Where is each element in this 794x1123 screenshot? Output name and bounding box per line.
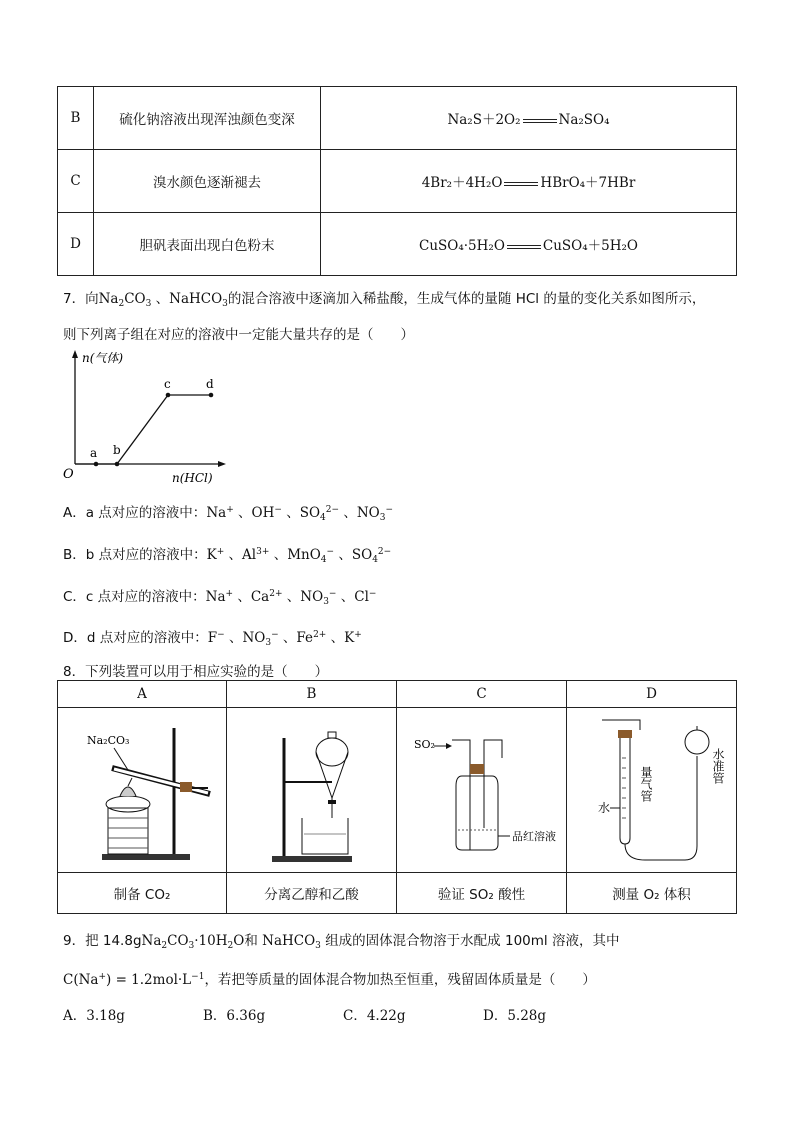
col-header: A	[58, 681, 227, 708]
eq-right: CuSO₄＋5H₂O	[542, 238, 638, 254]
eq-right: HBrO₄＋7HBr	[540, 175, 636, 191]
heating-apparatus-image	[62, 708, 222, 868]
water-label: 水	[597, 801, 610, 815]
q7-stem-line1: 7．向$Na_2CO_3$ 、NaHCO$_3$的混合溶液中逐滴加入稀盐酸，生成气体的量随 HCl 的量的变化关系如图所示，	[63, 291, 706, 309]
table-row	[58, 213, 737, 276]
table-row	[58, 87, 737, 150]
q9-option-d[interactable]: D．5.28g	[483, 1008, 547, 1024]
row-label: C	[58, 150, 94, 213]
point-label: d	[206, 377, 214, 391]
separatory-funnel-image	[232, 708, 392, 868]
col-header: D	[567, 681, 737, 708]
origin-label: O	[63, 467, 74, 482]
q7-option-c[interactable]: C．c 点对应的溶液中：Na+ 、$Ca^{2+}$ 、$NO_3^-$ 、Cl−	[63, 589, 377, 607]
point-label: b	[113, 443, 121, 457]
gas-measuring-image	[572, 708, 732, 868]
liquid-label: 品红溶液	[511, 830, 556, 843]
row-phenomenon: 溴水颜色逐渐褪去	[94, 150, 321, 213]
eq-right: Na₂SO₄	[558, 112, 610, 128]
apparatus-c	[397, 708, 567, 873]
gas-washing-bottle-image	[402, 708, 562, 868]
apparatus-b	[227, 708, 397, 873]
q7-option-d[interactable]: D．d 点对应的溶液中：F− 、$NO_3^-$ 、$Fe^{2+}$ 、K+	[63, 630, 362, 648]
caption-c: 验证 SO₂ 酸性	[397, 873, 567, 914]
apparatus-a	[58, 708, 227, 873]
col-header: C	[397, 681, 567, 708]
q7-option-b[interactable]: B．b 点对应的溶液中：K+ 、$Al^{3+}$ 、MnO$_4$− 、$SO_4^{2-}$	[63, 547, 392, 565]
table-row	[58, 150, 737, 213]
col-header: B	[227, 681, 397, 708]
eq-left: 4Br₂＋4H₂O	[421, 175, 503, 191]
row-equation	[321, 150, 737, 213]
reaction-table	[57, 86, 737, 276]
caption-b: 分离乙醇和乙酸	[227, 873, 397, 914]
row-equation	[321, 87, 737, 150]
q9-option-a[interactable]: A．3.18g	[63, 1008, 125, 1024]
eq-left: CuSO₄·5H₂O	[419, 238, 505, 254]
q9-stem-line1: 9．把 $14.8gNa_2CO_3\cdot 10H_2O$和 NaHCO$_3$ 组成的固体混合物溶于水配成 100ml 溶液，其中	[63, 933, 620, 951]
apparatus-table	[57, 680, 737, 914]
q9-stem-line2: $C(Na^+) = 1.2mol\cdot L^{-1}$，若把等质量的固体混合物加热至恒重，残留固体质量是（ ）	[63, 972, 596, 988]
row-label: D	[58, 213, 94, 276]
caption-d: 测量 O₂ 体积	[567, 873, 737, 914]
gas-label: SO₂	[413, 738, 435, 751]
row-equation	[321, 213, 737, 276]
x-axis-label: n(HCl)	[172, 471, 213, 485]
row-phenomenon: 胆矾表面出现白色粉末	[94, 213, 321, 276]
q7-stem-line2: 则下列离子组在对应的溶液中一定能大量共存的是（ ）	[63, 327, 414, 343]
eq-left: Na₂S＋2O₂	[447, 112, 521, 128]
point-label: c	[164, 377, 171, 391]
row-phenomenon: 硫化钠溶液出现浑浊颜色变深	[94, 87, 321, 150]
q9-option-c[interactable]: C．4.22g	[343, 1008, 406, 1024]
reagent-label: Na₂CO₃	[87, 734, 130, 747]
q9-option-b[interactable]: B．6.36g	[203, 1008, 266, 1024]
caption-a: 制备 CO₂	[58, 873, 227, 914]
level-label: 水准管	[710, 748, 725, 784]
row-label: B	[58, 87, 94, 150]
tube-label: 量气管	[638, 766, 653, 802]
apparatus-d	[567, 708, 737, 873]
q8-stem: 8．下列装置可以用于相应实验的是（ ）	[63, 664, 329, 680]
y-axis-label: n(气体)	[82, 351, 124, 365]
gas-hcl-graph	[60, 348, 230, 488]
q7-option-a[interactable]: A．a 点对应的溶液中：Na+ 、OH− 、$SO_4^{2-}$ 、$NO_3^-$	[63, 505, 393, 523]
point-label: a	[90, 446, 98, 460]
